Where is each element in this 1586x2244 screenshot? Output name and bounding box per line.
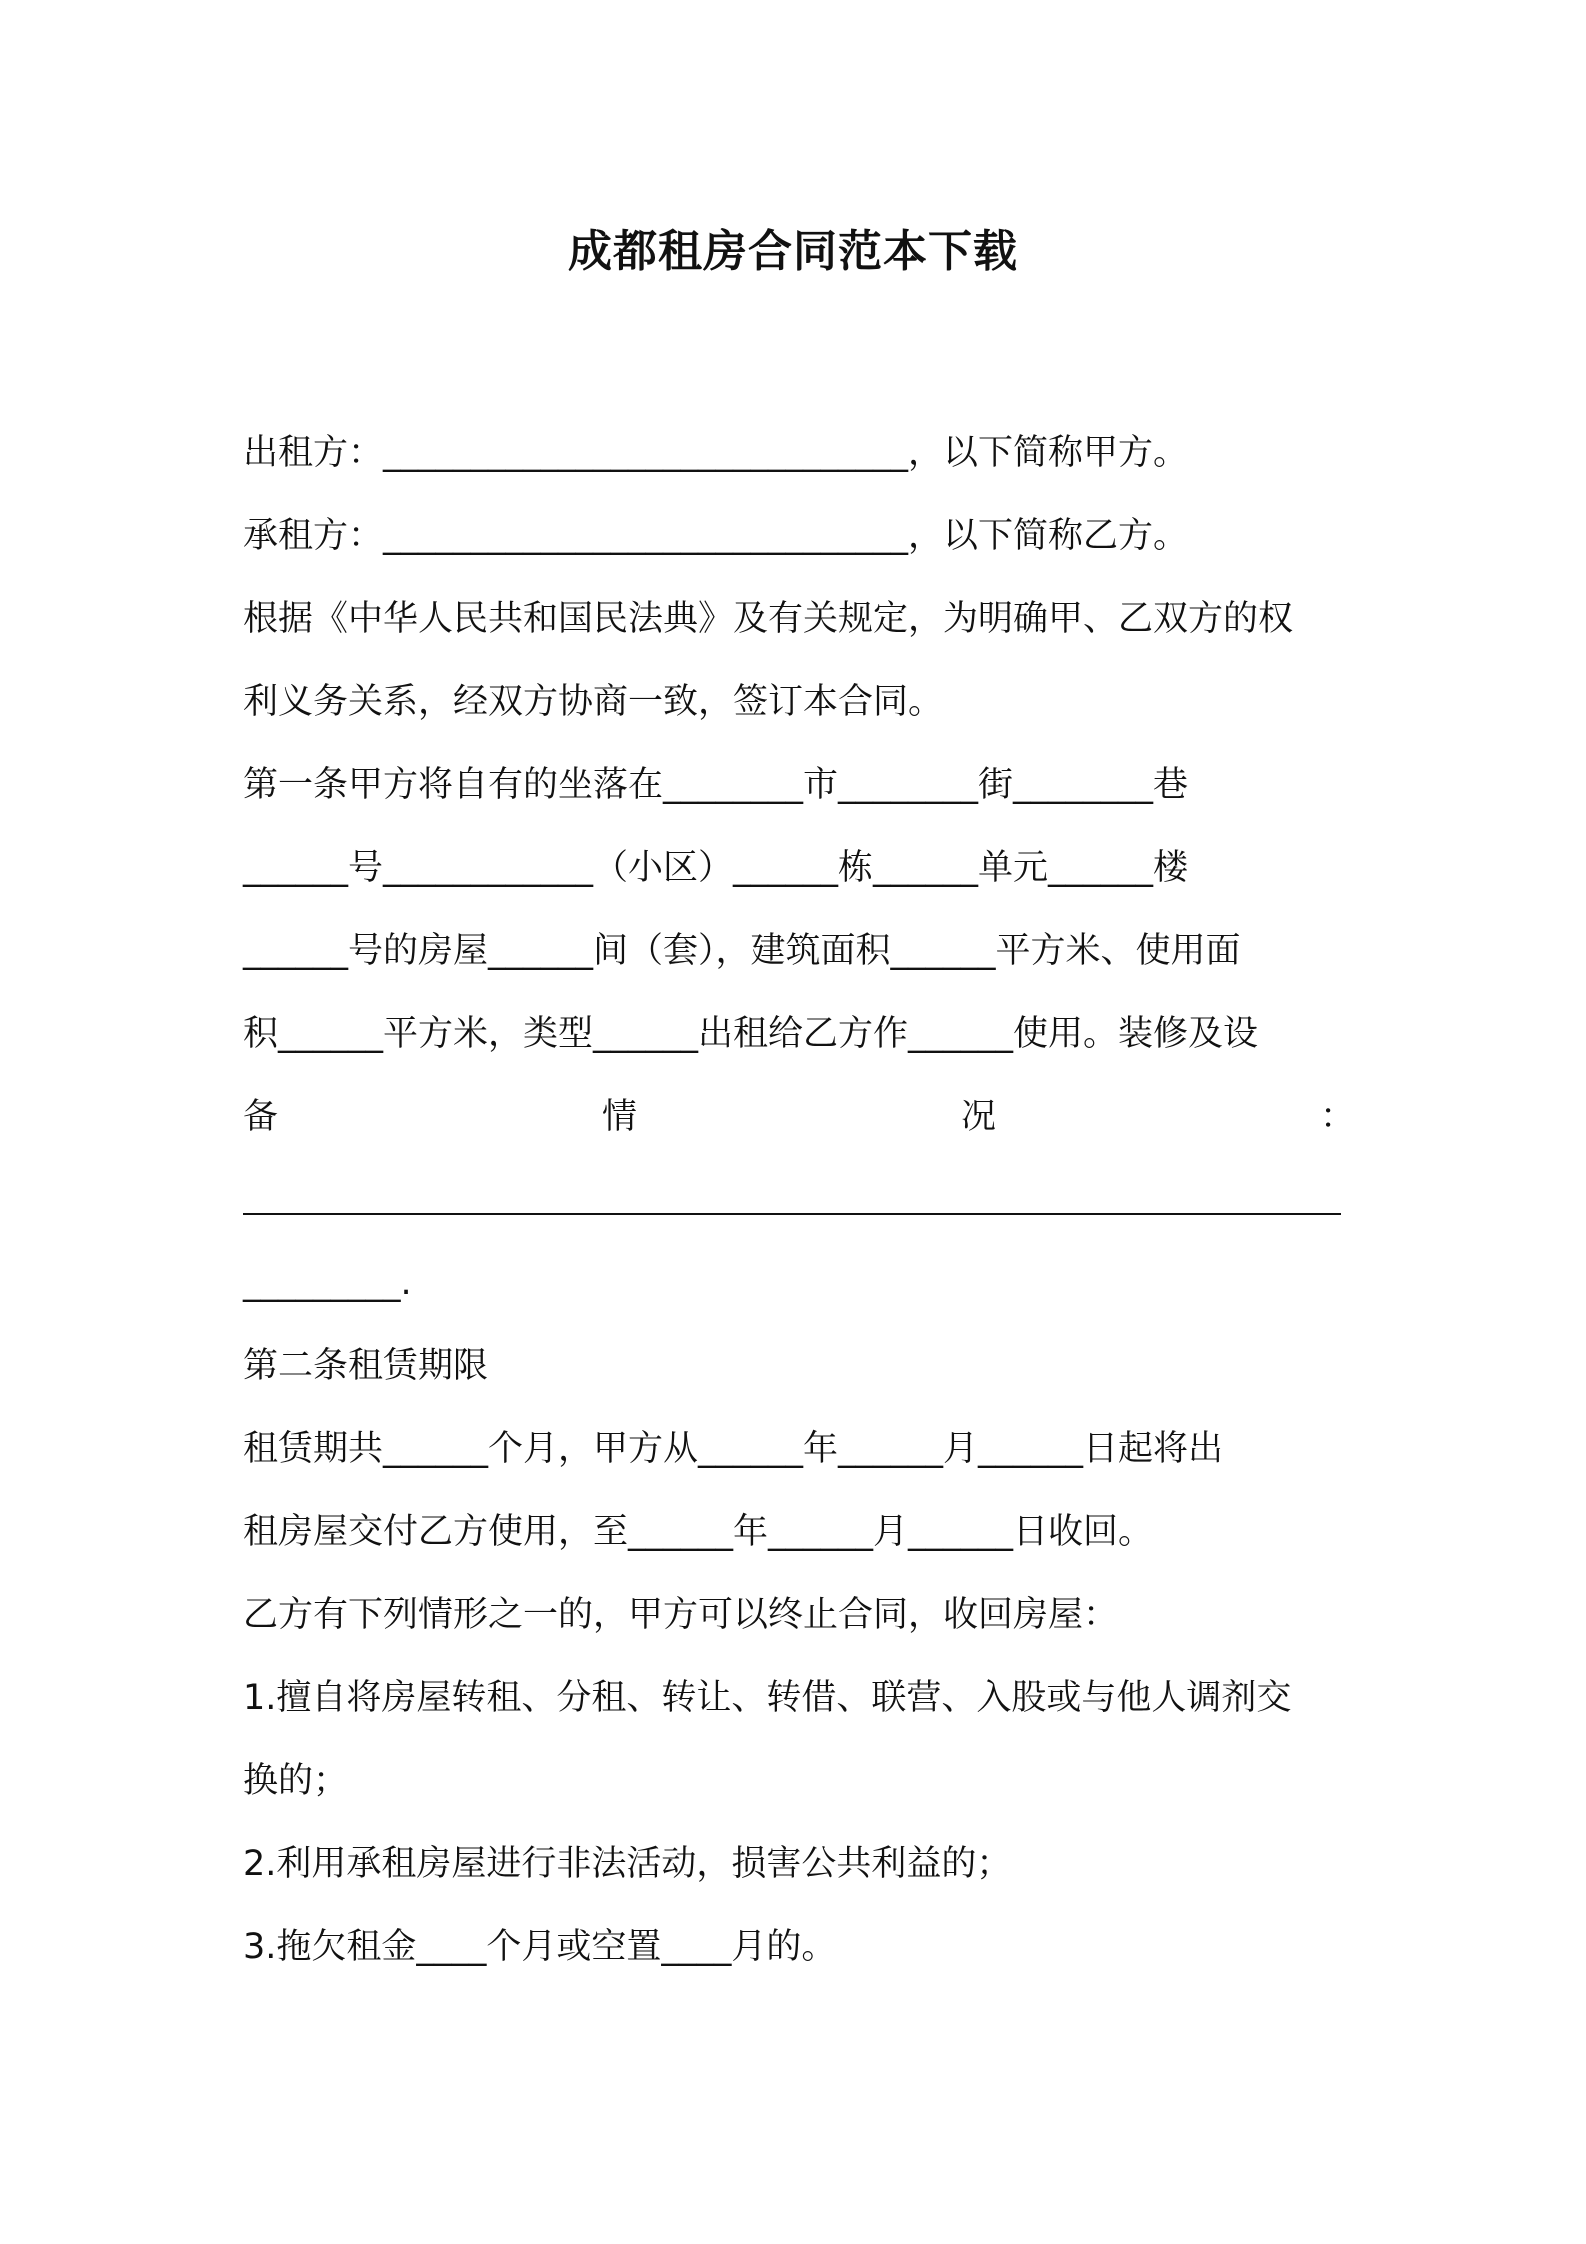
article-1-line-3: ______号的房屋______间（套），建筑面积______平方米、使用面 — [243, 931, 1241, 971]
spread-char: ： — [1319, 1097, 1355, 1137]
spread-char: 备 — [243, 1097, 279, 1137]
underline-rule — [243, 1213, 1341, 1215]
spread-char: 情 — [601, 1097, 637, 1137]
preamble-line-1: 根据《中华人民共和国民法典》及有关规定，为明确甲、乙双方的权 — [243, 599, 1294, 639]
lessee-line: 承租方：______________________________，以下简称乙方。 — [243, 516, 1189, 556]
blank-fill-line — [243, 1159, 1355, 1242]
termination-item-1-line-2: 换的； — [243, 1761, 349, 1801]
document-title: 成都租房合同范本下载 — [568, 226, 1018, 277]
lease-term-line-1: 租赁期共______个月，甲方从______年______月______日起将出 — [243, 1429, 1224, 1469]
blank-fill-tail: _________. — [243, 1263, 412, 1303]
article-1-line-1: 第一条甲方将自有的坐落在________市________街________巷 — [243, 765, 1189, 805]
article-1-line-2: ______号____________（小区）______栋______单元______楼 — [243, 848, 1189, 888]
termination-item-1-line-1: 1.擅自将房屋转租、分租、转让、转借、联营、入股或与他人调剂交 — [243, 1678, 1292, 1718]
spread-char: 况 — [960, 1097, 996, 1137]
decoration-status-line — [243, 1076, 1355, 1159]
document-body — [243, 412, 1355, 1989]
article-2-heading: 第二条租赁期限 — [243, 1346, 489, 1386]
lease-term-line-2: 租房屋交付乙方使用，至______年______月______日收回。 — [243, 1512, 1154, 1552]
preamble-line-2: 利义务关系，经双方协商一致，签订本合同。 — [243, 682, 944, 722]
lessor-line: 出租方：______________________________，以下简称甲方。 — [243, 433, 1189, 473]
termination-item-2: 2.利用承租房屋进行非法活动，损害公共利益的； — [243, 1844, 1012, 1884]
article-1-line-4: 积______平方米，类型______出租给乙方作______使用。装修及设 — [243, 1014, 1259, 1054]
termination-intro: 乙方有下列情形之一的，甲方可以终止合同，收回房屋： — [243, 1595, 1119, 1635]
termination-item-3: 3.拖欠租金____个月或空置____月的。 — [243, 1927, 837, 1967]
